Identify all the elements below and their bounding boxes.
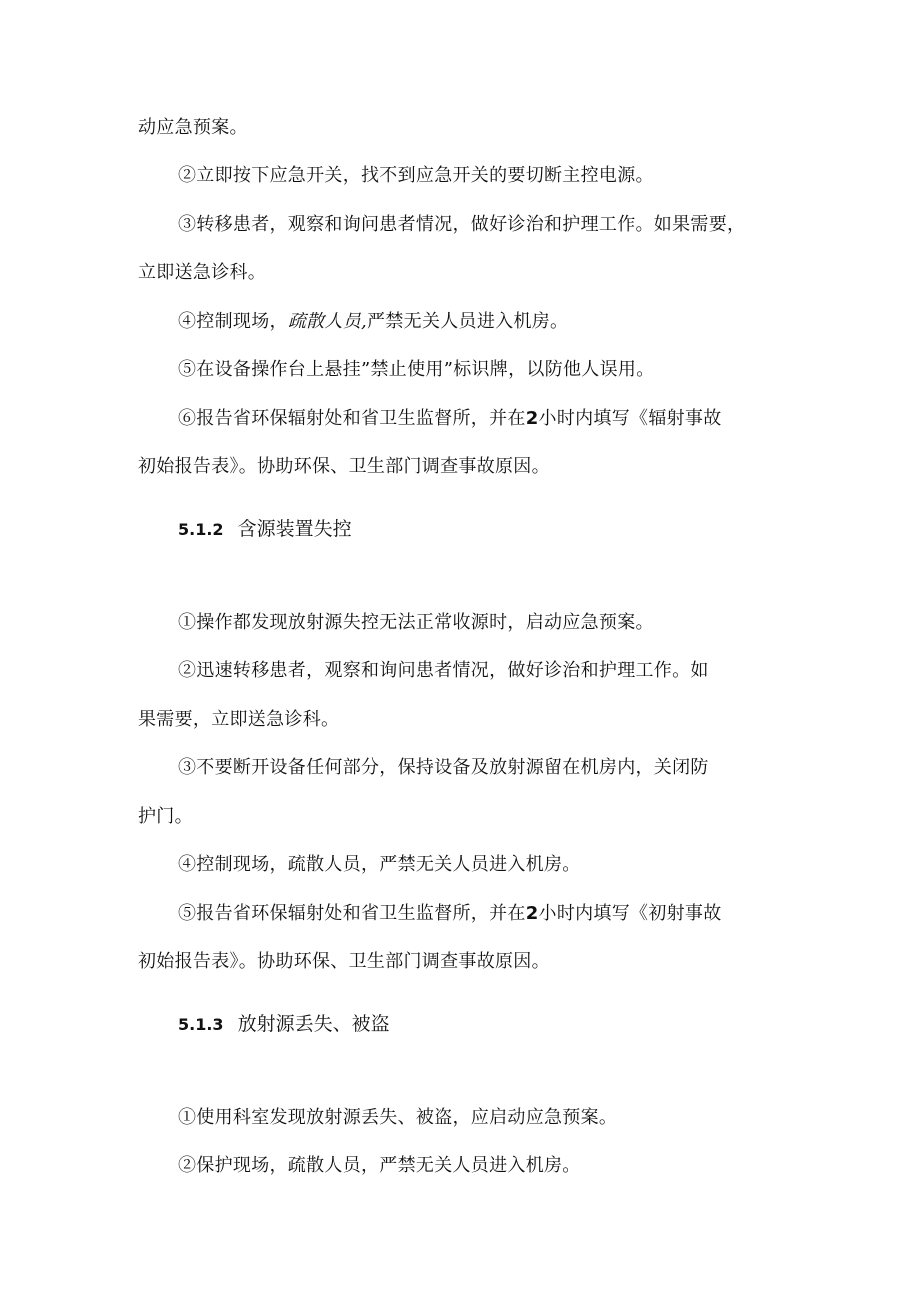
paragraph-line — [178, 406, 722, 432]
paragraph-line: ②迅速转移患者，观察和询问患者情况，做好诊治和护理工作。如 — [178, 660, 709, 681]
paragraph-line: 动应急预案。 — [138, 117, 248, 138]
text-span: ⑥报告省环保辐射处和省卫生监督所，并在 — [178, 408, 526, 429]
paragraph-line: ①操作都发现放射源失控无法正常收源时，启动应急预案。 — [178, 612, 654, 633]
paragraph-line: ④控制现场，疏散人员，严禁无关人员进入机房。 — [178, 854, 581, 875]
section-title: 放射源丢失、被盗 — [237, 1013, 390, 1035]
text-span-italic: 疏散人员, — [287, 311, 368, 332]
paragraph-line: ②立即按下应急开关，找不到应急开关的要切断主控电源。 — [178, 165, 654, 186]
text-span: ⑤报告省环保辐射处和省卫生监督所，并在 — [178, 903, 526, 924]
text-span: 小时内填写《初射事故 — [538, 903, 722, 924]
paragraph-line — [178, 309, 568, 335]
section-number: 5.1.2 — [178, 520, 224, 539]
section-number: 5.1.3 — [178, 1015, 224, 1034]
paragraph-line: ③转移患者，观察和询问患者情况，做好诊治和护理工作。如果需要， — [178, 214, 746, 235]
paragraph-line: ②保护现场，疏散人员，严禁无关人员进入机房。 — [178, 1155, 581, 1176]
paragraph-line: 初始报告表》。协助环保、卫生部门调查事故原因。 — [138, 951, 550, 972]
paragraph-line: 立即送急诊科。 — [138, 262, 267, 283]
text-span: ④控制现场， — [178, 311, 288, 332]
text-span: 小时内填写《辐射事故 — [538, 408, 722, 429]
paragraph-line: ③不要断开设备任何部分，保持设备及放射源留在机房内，关闭防 — [178, 757, 709, 778]
paragraph-line: 初始报告表》。协助环保、卫生部门调查事故原因。 — [138, 456, 550, 477]
text-span: 严禁无关人员进入机房。 — [367, 311, 569, 332]
paragraph-line — [178, 901, 722, 927]
paragraph-line: 护门。 — [138, 806, 193, 827]
number-span: 2 — [525, 408, 539, 429]
section-heading-5-1-3 — [178, 1010, 390, 1039]
section-title: 含源装置失控 — [237, 518, 352, 540]
section-heading-5-1-2 — [178, 515, 352, 544]
paragraph-line: ⑤在设备操作台上悬挂”禁止使用”标识牌，以防他人误用。 — [178, 359, 655, 380]
number-span: 2 — [525, 903, 539, 924]
paragraph-line: ①使用科室发现放射源丢失、被盗，应启动应急预案。 — [178, 1107, 618, 1128]
paragraph-line: 果需要，立即送急诊科。 — [138, 709, 340, 730]
